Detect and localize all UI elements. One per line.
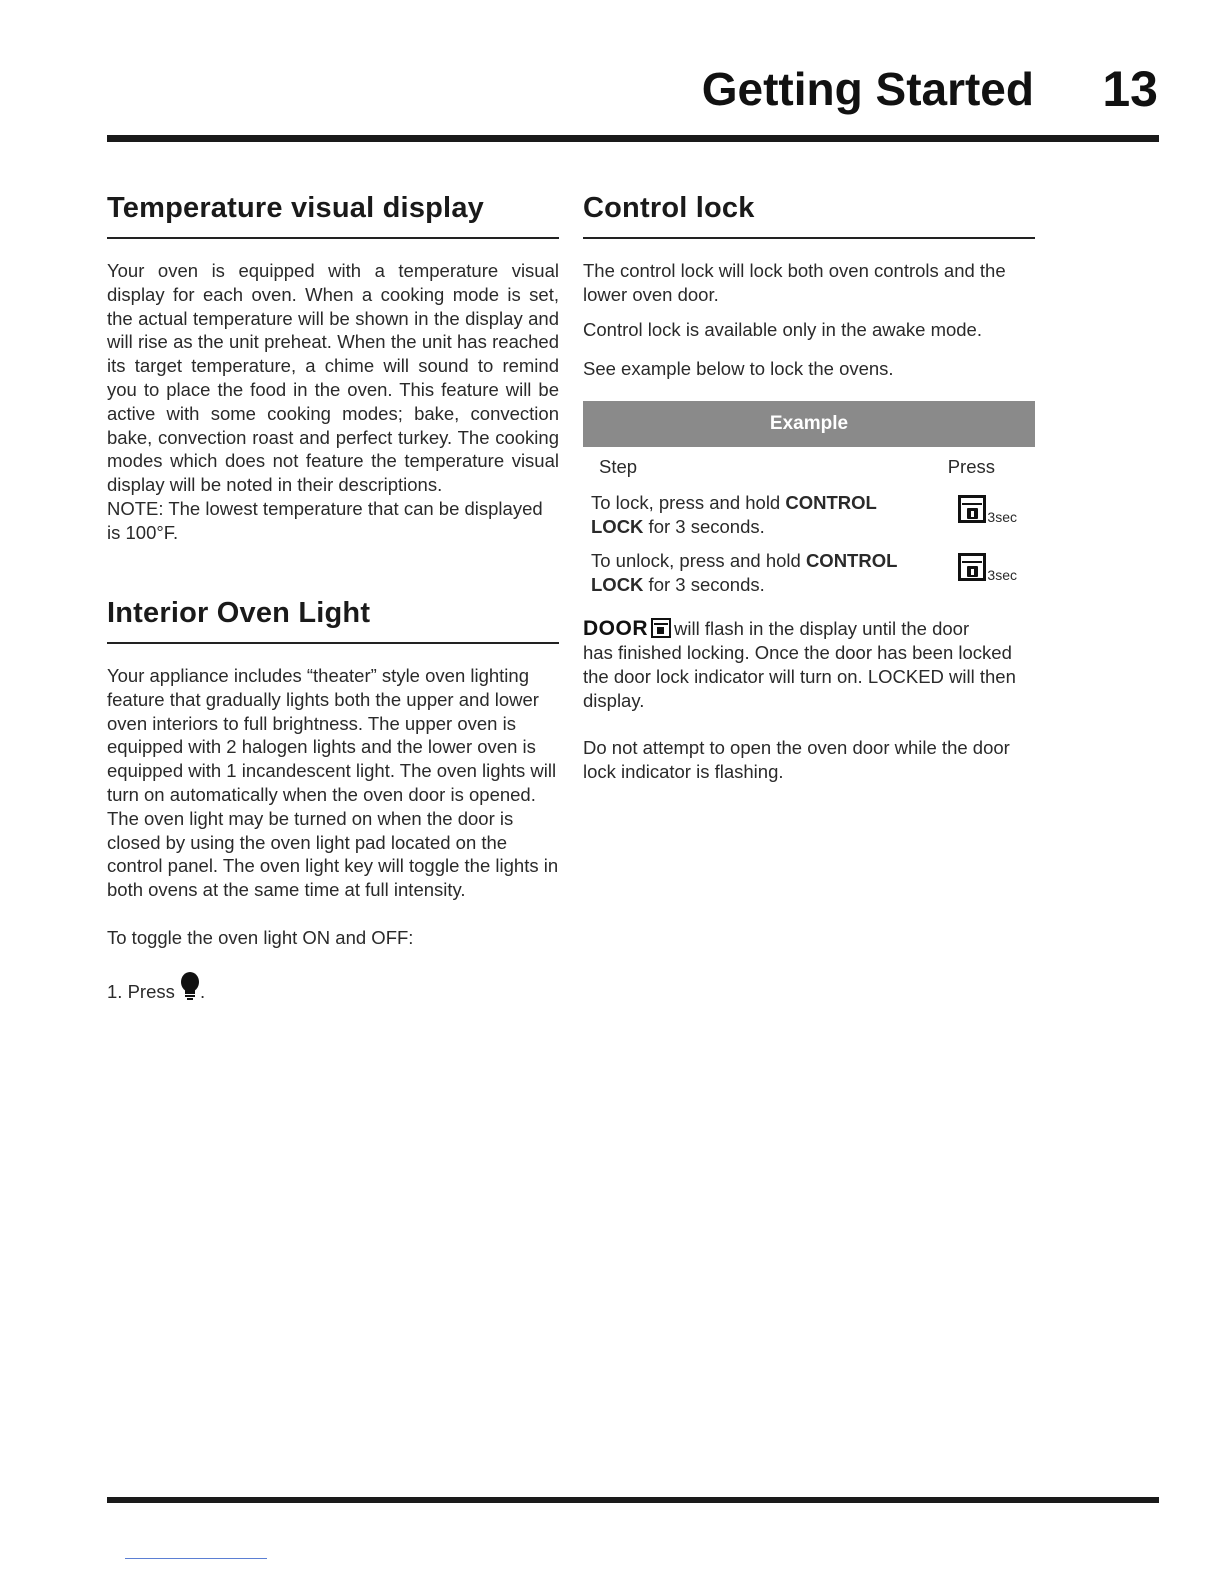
door-lock-icon [651, 618, 671, 638]
control-lock-p3: See example below to lock the ovens. [583, 358, 894, 380]
temperature-body: Your oven is equipped with a temperature visual display for each oven. When a cooking mode is set, the actual temperature will be shown in the display and will rise as the unit preheat. When the unit has reached its target temperature, a chime will sound to remind you to place the food in the oven. This feature will be active with some cooking modes; bake, convection bake, convection roast and perfect turkey. The cooking modes which does not feature the temperature visual display will be noted in their descriptions. [107, 260, 559, 496]
door-flash-text [583, 617, 1035, 712]
table-row [583, 549, 1035, 607]
step-1-prefix: 1. Press [107, 980, 175, 1002]
col-step: Step [599, 456, 638, 478]
example-header: Example [583, 401, 1035, 447]
step-1-suffix: . [200, 980, 206, 1002]
control-lock-p2: Control lock is available only in the awake mode. [583, 318, 982, 340]
temperature-note: NOTE: The lowest temperature that can be displayed is 100°F. [107, 497, 543, 543]
toggle-step-1 [107, 972, 559, 1008]
step-bold: LOCK [591, 574, 644, 596]
page-title: Getting Started [701, 63, 1034, 115]
example-box [583, 401, 1035, 607]
step-bold: CONTROL [805, 550, 898, 572]
page-number: 13 [1102, 61, 1158, 117]
table-row [583, 491, 1035, 549]
example-table [583, 447, 1035, 607]
duration-label: 3sec [987, 509, 1017, 526]
step-text: To unlock, press and hold [591, 550, 806, 572]
door-warning: Do not attempt to open the oven door while the door lock indicator is flashing. [583, 737, 1010, 783]
light-bulb-icon [180, 972, 200, 1008]
step-cell [583, 491, 939, 549]
interior-light-section [107, 597, 559, 1008]
control-lock-section [583, 192, 1035, 784]
step-bold: LOCK [591, 516, 644, 538]
door-text: has finished locking. Once the door has been locked the door lock indicator will turn on. LOCKED will then display. [583, 641, 1016, 711]
door-label: DOOR [583, 617, 648, 641]
duration-label: 3sec [987, 567, 1017, 584]
temperature-section [107, 192, 559, 545]
col-press: Press [947, 456, 995, 478]
lock-icon [958, 553, 986, 581]
interior-light-title: Interior Oven Light [107, 597, 559, 644]
step-text: for 3 seconds. [643, 516, 765, 538]
step-text: for 3 seconds. [643, 574, 765, 596]
interior-light-body: Your appliance includes “theater” style oven lighting feature that gradually lights both the upper and lower oven interiors to full brightness. The upper oven is equipped with 2 halogen lights and the lower oven is equipped with 1 incandescent light. The oven lights will turn on automatically when the oven door is opened. The oven light may be turned on when the door is closed by using the oven light pad located on the control panel. The oven light key will toggle the lights in both ovens at the same time at full intensity. [107, 665, 559, 901]
step-cell [583, 549, 939, 607]
example-header-row [583, 447, 1035, 491]
step-bold: CONTROL [785, 492, 877, 514]
press-cell [939, 491, 1035, 549]
footer-link-line [125, 1558, 267, 1559]
header-rule [107, 135, 1159, 142]
control-lock-p1: The control lock will lock both oven controls and the lower oven door. [583, 260, 1006, 305]
footer-rule [107, 1497, 1159, 1503]
control-lock-title: Control lock [583, 192, 1035, 239]
step-text: To lock, press and hold [591, 492, 786, 514]
lock-icon [958, 495, 986, 523]
temperature-title: Temperature visual display [107, 192, 559, 239]
toggle-intro: To toggle the oven light ON and OFF: [107, 926, 414, 948]
door-text: will flash in the display until the door [674, 618, 970, 640]
press-cell [939, 549, 1035, 607]
